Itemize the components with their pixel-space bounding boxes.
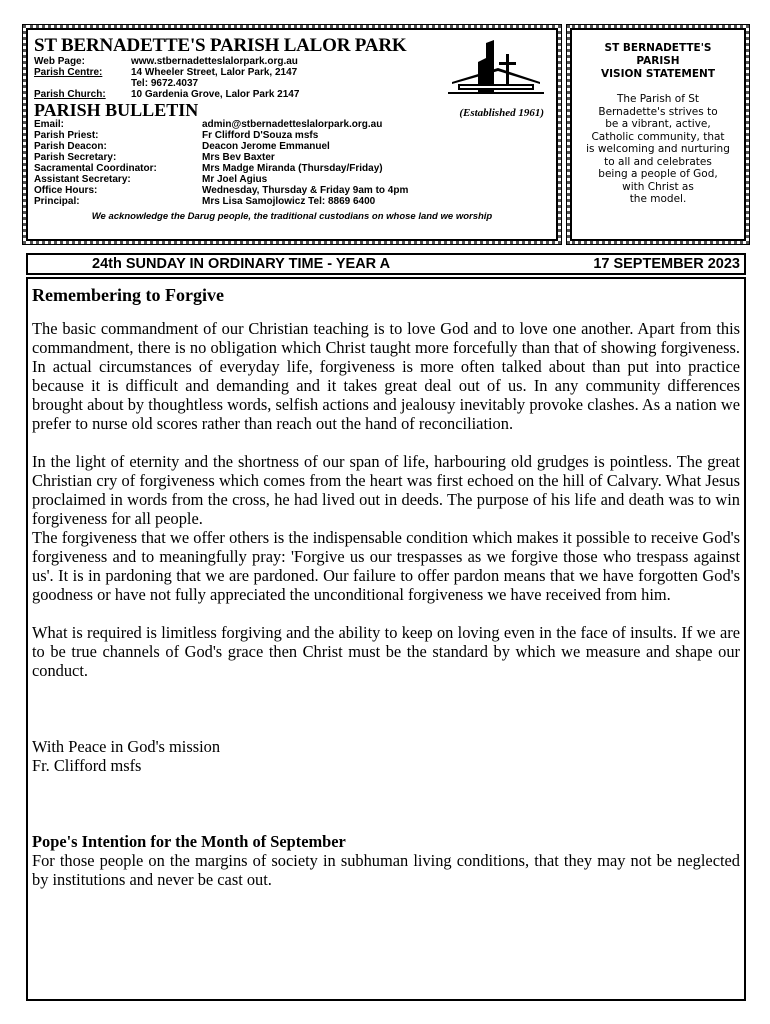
contact-row: Web Page: www.stbernadetteslalorpark.org.au [34,56,298,67]
main-article-box [26,277,746,1001]
article-paragraph: What is required is limitless forgiving and the ability to keep on loving even in the face of insults. If we are to be true channels of God's grace then Christ must be the standard by which we measure and shape our conduct. [32,623,740,680]
web-page-link[interactable]: www.stbernadetteslalorpark.org.au [131,56,298,67]
parish-title: ST BERNADETTE'S PARISH LALOR PARK [34,35,407,56]
staff-row: Parish Priest: Fr Clifford D'Souza msfs [34,130,319,141]
vision-statement-box [570,28,746,241]
liturgical-sunday: 24th SUNDAY IN ORDINARY TIME - YEAR A [92,256,391,272]
church-logo-icon [448,40,544,100]
pope-intention-title: Pope's Intention for the Month of September [32,832,346,851]
established-note: (Established 1961) [459,107,544,119]
staff-row: Assistant Secretary: Mr Joel Agius [34,174,268,185]
email-link[interactable]: admin@stbernadetteslalorpark.org.au [202,119,383,130]
vision-text: The Parish of St Bernadette's strives to be a vibrant, active, Catholic community, that is welcoming and nurturing to all and celebrates being a people of God, with Christ as the model. [586,93,730,205]
staff-row: Email: admin@stbernadetteslalorpark.org.au [34,119,383,130]
pope-intention-text: For those people on the margins of society in subhuman living conditions, that they may not be neglected by institutions and never be cast out. [32,851,740,889]
contact-row: Parish Centre: 14 Wheeler Street, Lalor Park, 2147 [34,67,298,78]
staff-row: Principal: Mrs Lisa Samojlowicz Tel: 8869 6400 [34,196,376,207]
bulletin-date: 17 SEPTEMBER 2023 [593,256,740,272]
article-paragraph: The forgiveness that we offer others is the indispensable condition which makes it possible to receive God's forgiveness and to meaningfully pray: 'Forgive us our trespasses as we forgive those who trespass against us'. It is in pardoning that we are pardoned. Our failure to offer pardon means that we have forgotten God's goodness or have not fully appreciated the unconditional forgiveness we have received from him. [32,528,740,604]
staff-row: Parish Deacon: Deacon Jerome Emmanuel [34,141,330,152]
liturgical-title-bar [26,253,746,275]
parish-staff [34,119,550,207]
staff-row: Sacramental Coordinator: Mrs Madge Miranda (Thursday/Friday) [34,163,383,174]
article-paragraph: The basic commandment of our Christian teaching is to love God and to love one another. Apart from this commandment, there is no obligation which Christ taught more forcefully than that of showing forgiveness. In actual circumstances of everyday life, forgiveness is more often talked about than put into practice because it is difficult and demanding and it takes great deal out of us. In any community differences brought about by thoughtless words, selfish actions and jealousy inevitably provoke clashes. As a nation we prefer to nurse old scores rather than reach out the hand of reconciliation. [32,319,740,433]
contact-row: Tel: 9672.4037 [131,78,199,89]
acknowledgement-of-country: We acknowledge the Darug people, the traditional custodians on whose land we worship [91,211,493,222]
signoff: With Peace in God's mission [32,737,221,756]
staff-row: Parish Secretary: Mrs Bev Baxter [34,152,275,163]
contact-row: Parish Church: 10 Gardenia Grove, Lalor Park 2147 [34,89,300,100]
signature: Fr. Clifford msfs [32,756,142,775]
parish-header [26,28,558,241]
bulletin-title: PARISH BULLETIN [34,100,199,120]
article-title: Remembering to Forgive [32,285,224,305]
staff-row: Office Hours: Wednesday, Thursday & Friday 9am to 4pm [34,185,409,196]
article-paragraph: In the light of eternity and the shortness of our span of life, harbouring old grudges is pointless. The great Christian cry of forgiveness which comes from the heart was first echoed on the hill of Calvary. What Jesus proclaimed in words from the cross, he had lived out in deeds. The purpose of his life and death was to win forgiveness for all people. [32,452,740,528]
vision-title: ST BERNADETTE'S PARISH VISION STATEMENT [601,42,715,80]
